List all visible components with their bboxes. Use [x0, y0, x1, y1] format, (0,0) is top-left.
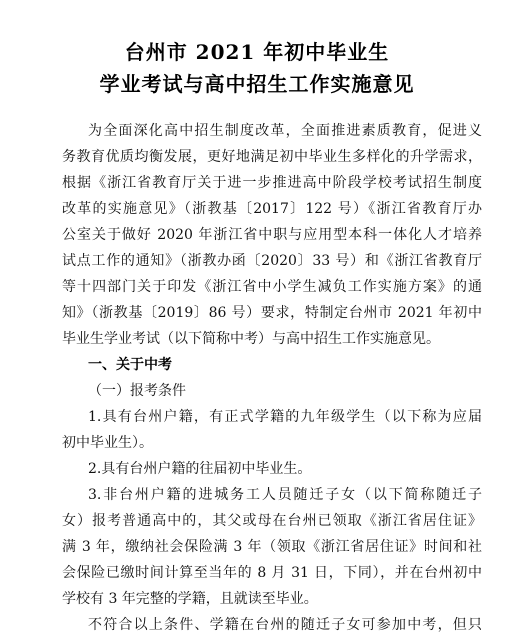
paragraph-line: 为全面深化高中招生制度改革，全面推进素质教育，促进义 [88, 123, 482, 139]
paragraph-line: 学校有 3 年完整的学籍，且就读至毕业。 [62, 591, 318, 607]
paragraph-line: 初中毕业生）。 [62, 435, 153, 451]
section-heading: 一、关于中考 [88, 357, 172, 373]
paragraph-line: 不符合以上条件、学籍在台州的随迁子女可参加中考，但只 [88, 617, 482, 633]
paragraph-line: 会保险已缴时间计算至当年的 8 月 31 日，下同），并在台州初中 [62, 565, 482, 581]
paragraph-line: 毕业生学业考试（以下简称中考）与高中招生工作实施意见。 [62, 331, 440, 347]
paragraph-line: 等十四部门关于印发《浙江省中小学生减负工作实施方案》的通 [62, 279, 482, 295]
subsection-heading: （一）报考条件 [88, 383, 186, 399]
paragraph-line: 2.具有台州户籍的往届初中毕业生。 [88, 461, 312, 477]
paragraph-line: 知》（浙教基〔2019〕86 号）要求，特制定台州市 2021 年初中 [62, 305, 482, 321]
paragraph-line: 1.具有台州户籍，有正式学籍的九年级学生（以下称为应届 [88, 409, 482, 425]
paragraph-line: 务教育优质均衡发展，更好地满足初中毕业生多样化的升学需求， [62, 149, 482, 165]
document-title-line-2: 学业考试与高中招生工作实施意见 [99, 72, 415, 96]
paragraph-line: 公室关于做好 2020 年浙江省中职与应用型本科一体化人才培养 [62, 227, 482, 243]
paragraph-line: 改革的实施意见》（浙教基〔2017〕122 号）《浙江省教育厅办 [62, 201, 482, 217]
paragraph-line: 女）报考普通高中的，其父或母在台州已领取《浙江省居住证》 [62, 513, 482, 529]
paragraph-line: 试点工作的通知》（浙教办函〔2020〕33 号）和《浙江省教育厅 [62, 253, 482, 269]
paragraph-line: 3.非台州户籍的进城务工人员随迁子女（以下简称随迁子 [88, 487, 482, 503]
document-title-line-1: 台州市 2021 年初中毕业生 [124, 40, 390, 64]
paragraph-line: 根据《浙江省教育厅关于进一步推进高中阶段学校考试招生制度 [62, 175, 482, 191]
paragraph-line: 满 3 年，缴纳社会保险满 3 年（领取《浙江省居住证》时间和社 [62, 539, 482, 555]
